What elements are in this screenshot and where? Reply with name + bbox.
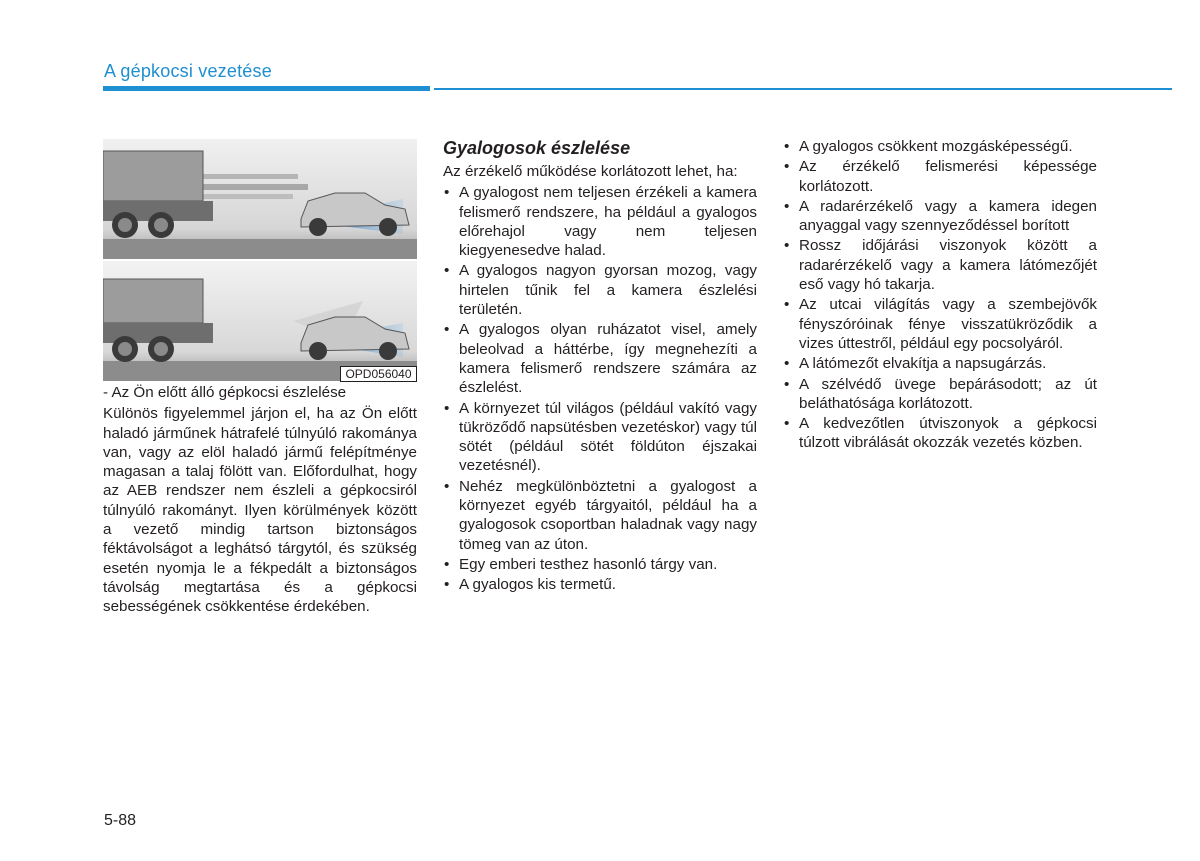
list-item: • A gyalogos csökkent mozgásképességű. <box>783 137 1097 156</box>
figure-caption: - Az Ön előtt álló gépkocsi észlelése <box>103 384 347 401</box>
warning-paragraph: Különös figyelemmel járjon el, ha az Ön előtt haladó járműnek hátrafelé túlnyúló rakománya van, vagy az elöl haladó jármű felépítménye magasan a talaj fölött van. Előfordulhat, hogy az AEB rendszer nem észleli a gépkocsiról túlnyúló rakományt. Ilyen körülmények között a vezető mindig tartson biztonságos féktávolságot a leghátsó tárgytól, és szükség esetén nyomja le a fékpedált a biztonságos távolság megtartása és a gépkocsi sebességének csökkentése érdekében. <box>103 405 417 616</box>
page-number: 5-88 <box>104 812 137 829</box>
list-item: • Rossz időjárási viszonyok között a radarérzékelő vagy a kamera látómezőjét eső vagy hó takarja. <box>783 236 1097 294</box>
list-item: • Az utcai világítás vagy a szembejövők fényszóróinak fénye visszatükröződik a vizes úttestről, például egy pocsolyáról. <box>783 295 1097 353</box>
header-rule <box>434 88 1172 90</box>
limitations-list <box>443 183 757 594</box>
section-header-title: A gépkocsi vezetése <box>104 61 272 81</box>
list-item: • A szélvédő üvege bepárásodott; az út beláthatósága korlátozott. <box>783 375 1097 414</box>
list-item: • A kedvezőtlen útviszonyok a gépkocsi túlzott vibrálását okozzák vezetés közben. <box>783 414 1097 453</box>
list-item: • Nehéz megkülönböztetni a gyalogost a környezet egyéb tárgyaitól, például ha a gyalogosok csoportban haladnak vagy nagy tömeg van az úton. <box>443 477 757 554</box>
figure-code-label: OPD056040 <box>340 366 417 382</box>
list-item: • A gyalogost nem teljesen érzékeli a kamera felismerő rendszere, ha például a gyalogos előrehajol vagy nem teljesen kiegyenesedve halad. <box>443 183 757 260</box>
truck-car-sensor-illustration-2 <box>103 261 417 381</box>
list-item: • Egy emberi testhez hasonló tárgy van. <box>443 555 757 574</box>
section-title: Gyalogosok észlelése <box>443 138 631 158</box>
limitations-list-continued <box>783 137 1097 453</box>
left-column <box>103 383 417 617</box>
list-item: • A gyalogos nagyon gyorsan mozog, vagy hirtelen tűnik fel a kamera észlelési területén. <box>443 261 757 319</box>
list-item: • Az érzékelő felismerési képessége korlátozott. <box>783 157 1097 196</box>
illustration-overhanging-load-bottom <box>103 261 417 381</box>
list-item: • A környezet túl világos (például vakító vagy tükröződő napsütésben vezetéskor) vagy túl sötét (például sötét földúton éjszakai vezetésnél). <box>443 399 757 476</box>
illustration-overhanging-load-top <box>103 139 417 259</box>
middle-column <box>443 137 757 596</box>
list-item: • A látómezőt elvakítja a napsugárzás. <box>783 354 1097 373</box>
truck-car-sensor-illustration-1 <box>103 139 417 259</box>
section-intro: Az érzékelő működése korlátozott lehet, ha: <box>443 163 738 180</box>
header-accent-bar <box>103 86 430 91</box>
list-item: • A radarérzékelő vagy a kamera idegen anyaggal vagy szennyeződéssel borított <box>783 197 1097 236</box>
list-item: • A gyalogos kis termetű. <box>443 575 757 594</box>
list-item: • A gyalogos olyan ruházatot visel, amely beleolvad a háttérbe, így megnehezíti a kamera felismerő rendszere számára az észlelést. <box>443 320 757 397</box>
right-column <box>783 137 1097 454</box>
